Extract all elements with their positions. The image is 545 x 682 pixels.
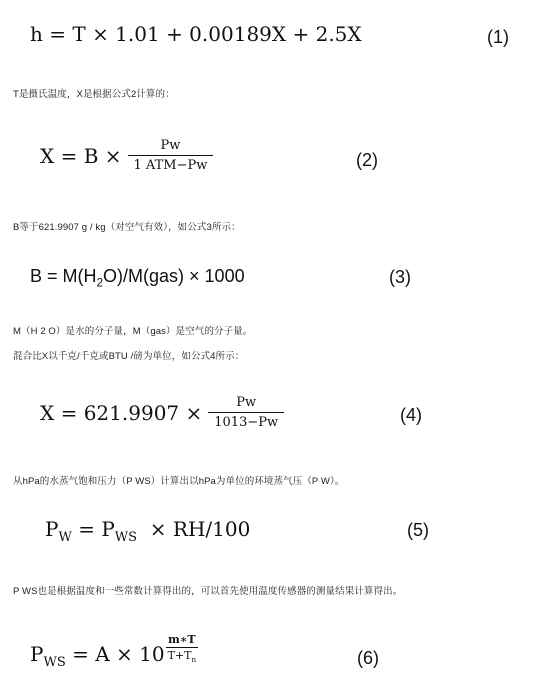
- text-paragraph-3: M（H 2 O）是水的分子量，M（gas）是空气的分子量。: [13, 326, 253, 337]
- equation-3: [30, 266, 245, 290]
- eq6-exponent-numerator: m∗T: [168, 633, 196, 646]
- eq6-exponent: [166, 633, 199, 664]
- text-paragraph-2: B等于621.9907 g / kg（对空气有效），如公式3所示：: [13, 222, 241, 233]
- equation-6: [30, 633, 198, 682]
- equation-1: [30, 22, 362, 46]
- equation-4: [40, 395, 284, 430]
- eq5-number: (5): [407, 520, 429, 540]
- eq6-lhs: P: [30, 642, 44, 666]
- eq1-number: (1): [487, 27, 509, 47]
- eq3-part-a: B = M(H: [30, 266, 97, 286]
- eq1-rhs: = T × 1.01 + 0.00189X + 2.5X: [49, 22, 362, 46]
- eq2-lhs: X = B ×: [40, 143, 122, 168]
- eq4-numerator: Pw: [236, 395, 257, 410]
- eq3-part-b: O)/M(gas) × 1000: [103, 266, 245, 286]
- eq2-numerator: Pw: [160, 138, 181, 153]
- eq4-fraction: [208, 395, 284, 430]
- eq4-lhs: X = 621.9907 ×: [40, 400, 203, 425]
- eq3-subscript: 2: [96, 276, 104, 290]
- eq6-exponent-den-text: T+T: [167, 649, 192, 662]
- eq1-lhs: h: [30, 22, 43, 46]
- eq6-exponent-denominator: [166, 647, 199, 664]
- eq5-lhs-subscript: W: [58, 530, 72, 545]
- equation-5: [45, 517, 250, 545]
- eq2-denominator: 1 ATM−Pw: [128, 155, 214, 173]
- equation-2: [40, 138, 213, 173]
- eq5-rhs: × RH/100: [137, 517, 251, 541]
- eq2-number: (2): [356, 150, 378, 170]
- text-paragraph-6: P WS也是根据温度和一些常数计算得出的，可以首先使用温度传感器的测量结果计算得出。: [13, 586, 403, 597]
- eq6-number: (6): [357, 648, 379, 668]
- text-paragraph-1: T是摄氏温度，X是根据公式2计算的：: [13, 89, 175, 100]
- eq2-fraction: [128, 138, 214, 173]
- eq4-number: (4): [400, 405, 422, 425]
- text-paragraph-4: 混合比X以千克/千克或BTU /磅为单位，如公式4所示：: [13, 351, 245, 362]
- eq5-mid: = P: [71, 517, 115, 541]
- eq4-denominator: 1013−Pw: [208, 412, 284, 430]
- eq5-lhs: P: [45, 517, 59, 541]
- eq6-lhs-subscript: WS: [43, 655, 66, 670]
- text-paragraph-5: 从hPa的水蒸气饱和压力（P WS）计算出以hPa为单位的环境蒸气压（P W）。: [13, 476, 345, 487]
- eq6-mid: = A × 10: [65, 642, 165, 666]
- eq5-mid-subscript: WS: [114, 530, 138, 545]
- eq3-number: (3): [389, 267, 411, 287]
- eq6-exponent-den-subscript: n: [191, 655, 197, 665]
